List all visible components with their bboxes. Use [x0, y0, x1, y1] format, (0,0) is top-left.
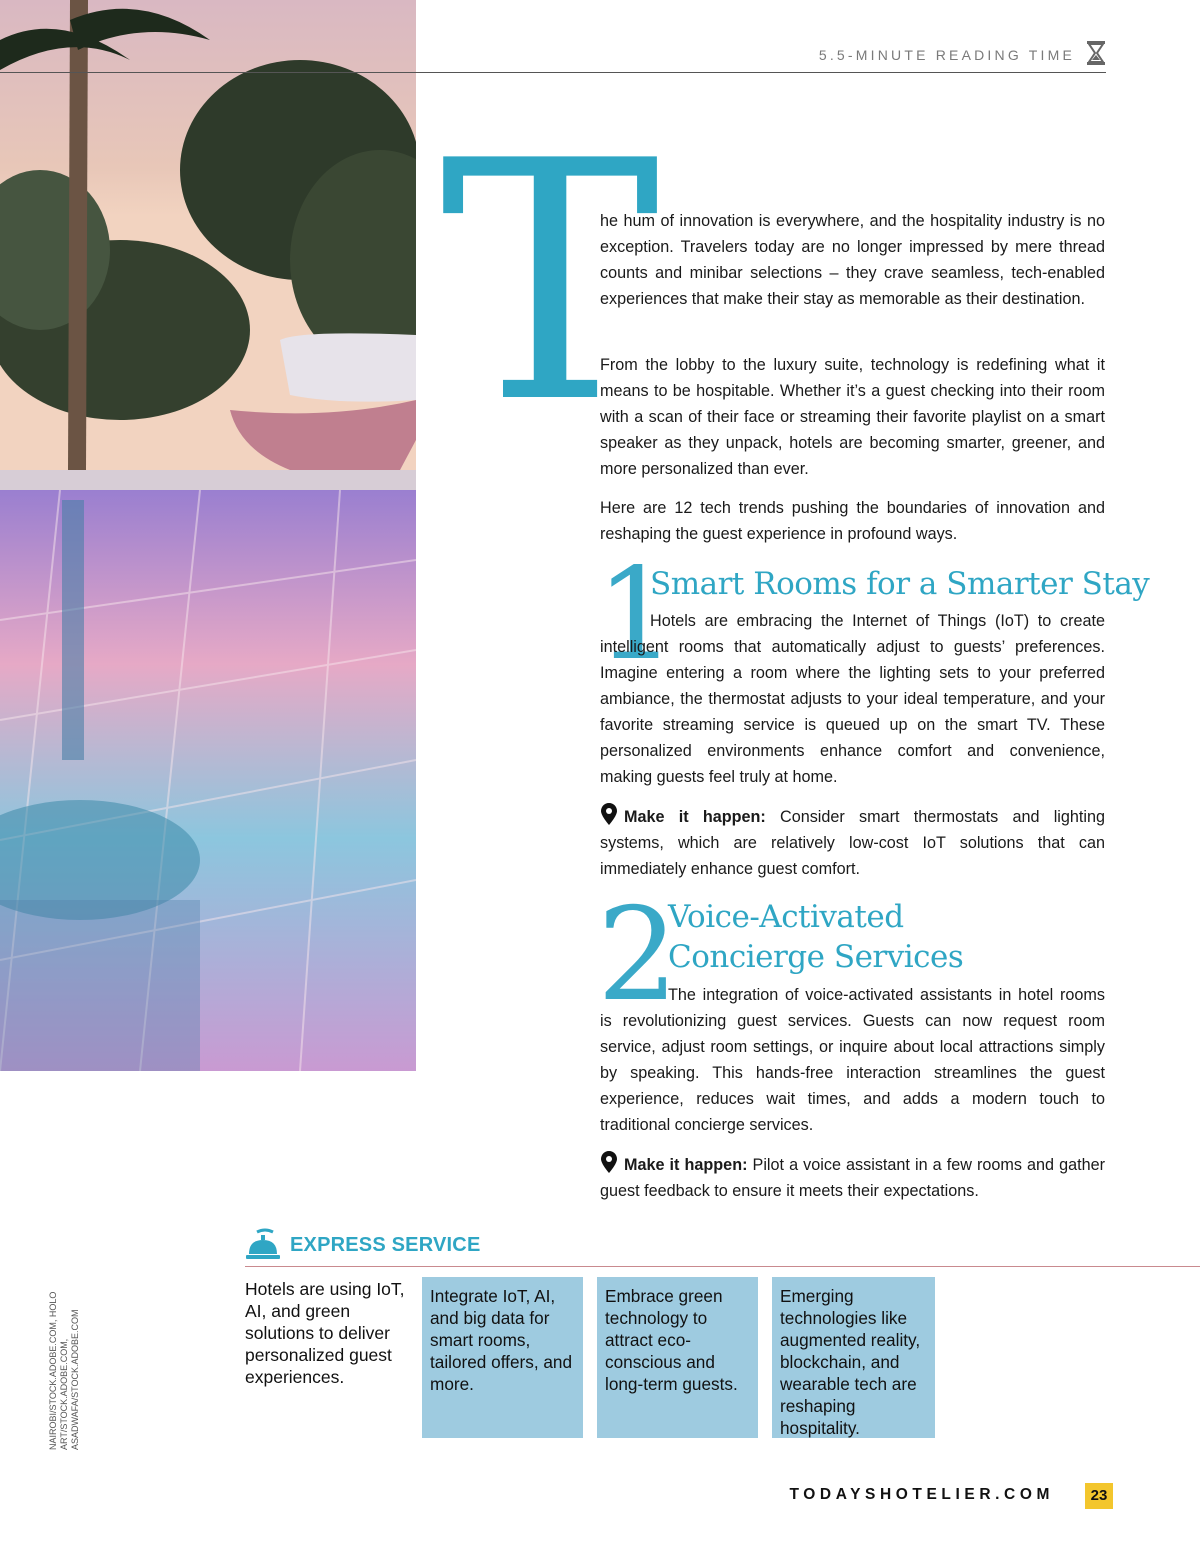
- location-pin-icon: [600, 1151, 618, 1173]
- tip-1: [600, 803, 1105, 882]
- header-rule: [0, 72, 1106, 73]
- hourglass-icon: [1085, 40, 1107, 66]
- pool-photo: [0, 0, 416, 1071]
- tip-label-2: Make it happen:: [624, 1156, 748, 1174]
- intro-paragraph-3: Here are 12 tech trends pushing the boundaries of innovation and reshaping the guest experience in profound ways.: [600, 499, 1105, 543]
- dropcap-letter: T: [440, 91, 661, 475]
- intro-paragraph-2: From the lobby to the luxury suite, technology is redefining what it means to be hospitable. Whether it’s a guest checking into their room with a scan of their face or streaming their favorite playlist on a smart speaker as they unpack, hotels are becoming smarter, greener, and more personalized than ever.: [600, 356, 1105, 478]
- section-title-2: Voice-Activated Concierge Services: [668, 899, 964, 975]
- section-body-2: The integration of voice-activated assistants in hotel rooms is revolutionizing guest services. Guests can now request room service, adjust room settings, or inquire about local attractions simply by speaking. This hands-free interaction streamlines the guest experience, reduces wait times, and adds a modern touch to traditional concierge services.: [600, 986, 1105, 1134]
- intro-paragraph-1: he hum of innovation is everywhere, and the hospitality industry is no exception. Travelers today are no longer impressed by mere thread counts and minibar selections – they crave seamless, tech-enabled experiences that make their stay as memorable as their destination.: [600, 212, 1105, 308]
- express-title: EXPRESS SERVICE: [290, 1234, 481, 1256]
- tip-text-2: Pilot a voice assistant in a few rooms and gather guest feedback to ensure it meets their expectations.: [600, 1156, 1105, 1200]
- tip-label-1: Make it happen:: [624, 808, 766, 826]
- section-number-1: 1: [596, 541, 677, 688]
- site-url[interactable]: TODAYSHOTELIER.COM: [789, 1486, 1054, 1503]
- location-pin-icon: [600, 803, 618, 825]
- service-bell-icon: [245, 1228, 281, 1262]
- express-rule: [245, 1266, 1200, 1267]
- express-card-2: Embrace green technology to attract eco-conscious and long-term guests.: [597, 1277, 758, 1438]
- express-intro: Hotels are using IoT, AI, and green solutions to deliver personalized guest experiences.: [245, 1279, 405, 1387]
- express-card-1: Integrate IoT, AI, and big data for smart rooms, tailored offers, and more.: [422, 1277, 583, 1438]
- express-card-3: Emerging technologies like augmented reality, blockchain, and wearable tech are reshaping hospitality.: [772, 1277, 935, 1438]
- section-body-1: Hotels are embracing the Internet of Things (IoT) to create intelligent rooms that automatically adjust to guests’ preferences. Imagine entering a room where the lighting sets to your preferred ambiance, the thermostat adjusts to your ideal temperature, and your favorite streaming service is queued up on the smart TV. These personalized environments enhance comfort and convenience, making guests feel truly at home.: [600, 612, 1105, 786]
- section-title-1: Smart Rooms for a Smarter Stay: [650, 566, 1150, 602]
- page-number: 23: [1085, 1483, 1113, 1509]
- section-number-2: 2: [597, 881, 679, 1030]
- tip-text-1: Consider smart thermostats and lighting systems, which are relatively low-cost IoT solutions that can immediately enhance guest comfort.: [600, 808, 1106, 878]
- tip-2: [600, 1151, 1105, 1204]
- photo-credit: NAIROBI/STOCK.ADOBE.COM, HOLO ART/STOCK.ADOBE.COM, ASADWAFA/STOCK.ADOBE.COM: [48, 1291, 80, 1450]
- reading-time: 5.5-MINUTE READING TIME: [818, 47, 1075, 63]
